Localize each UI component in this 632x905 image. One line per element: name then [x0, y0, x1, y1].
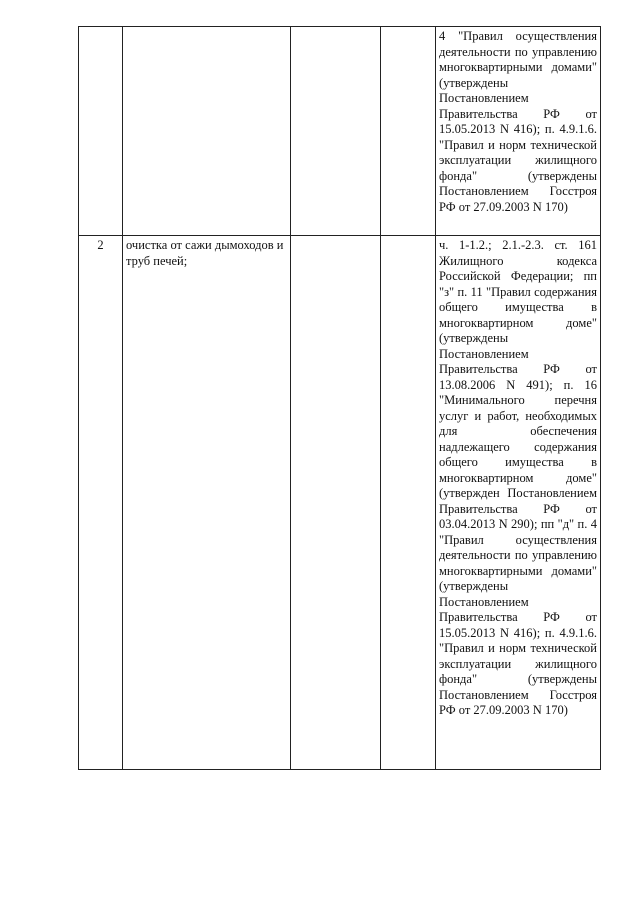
work-name-cell	[123, 27, 291, 236]
legal-reference-cell	[436, 236, 601, 770]
column-4-cell	[381, 236, 436, 770]
legal-reference-text: ч. 1-1.2.; 2.1.-2.3. ст. 161 Жилищного кодекса Российской Федерации; пп "з" п. 11 "Правил содержания общего имущества в многоквартирном доме" (утверждены Постановлением Правительства РФ от 13.08.2006 N 491); п. 16 "Минимального перечня услуг и работ, необходимых для обеспечения надлежащего содержания общего имущества в многоквартирном доме" (утвержден Постановлением Правительства РФ от 03.04.2013 N 290); пп "д" п. 4 "Правил осуществления деятельности по управлению многоквартирными домами" (утверждены Постановлением Правительства РФ от 15.05.2013 N 416); п. 4.9.1.6. "Правил и норм технической эксплуатации жилищного фонда" (утверждены Постановлением Госстроя РФ от 27.09.2003 N 170)	[439, 238, 597, 717]
legal-reference-cell	[436, 27, 601, 236]
column-3-cell	[291, 27, 381, 236]
work-table	[78, 26, 601, 770]
legal-reference-text: 4 "Правил осуществления деятельности по управлению многоквартирными домами" (утверждены Постановлением Правительства РФ от 15.05.2013 N 416); п. 4.9.1.6. "Правил и норм технической эксплуатации жилищного фонда" (утверждены Постановлением Госстроя РФ от 27.09.2003 N 170)	[439, 29, 597, 214]
work-name-cell: очистка от сажи дымоходов и труб печей;	[123, 236, 291, 770]
row-number-cell	[79, 27, 123, 236]
table-row	[79, 27, 601, 236]
column-3-cell	[291, 236, 381, 770]
column-4-cell	[381, 27, 436, 236]
table-row	[79, 236, 601, 770]
row-number-cell: 2	[79, 236, 123, 770]
